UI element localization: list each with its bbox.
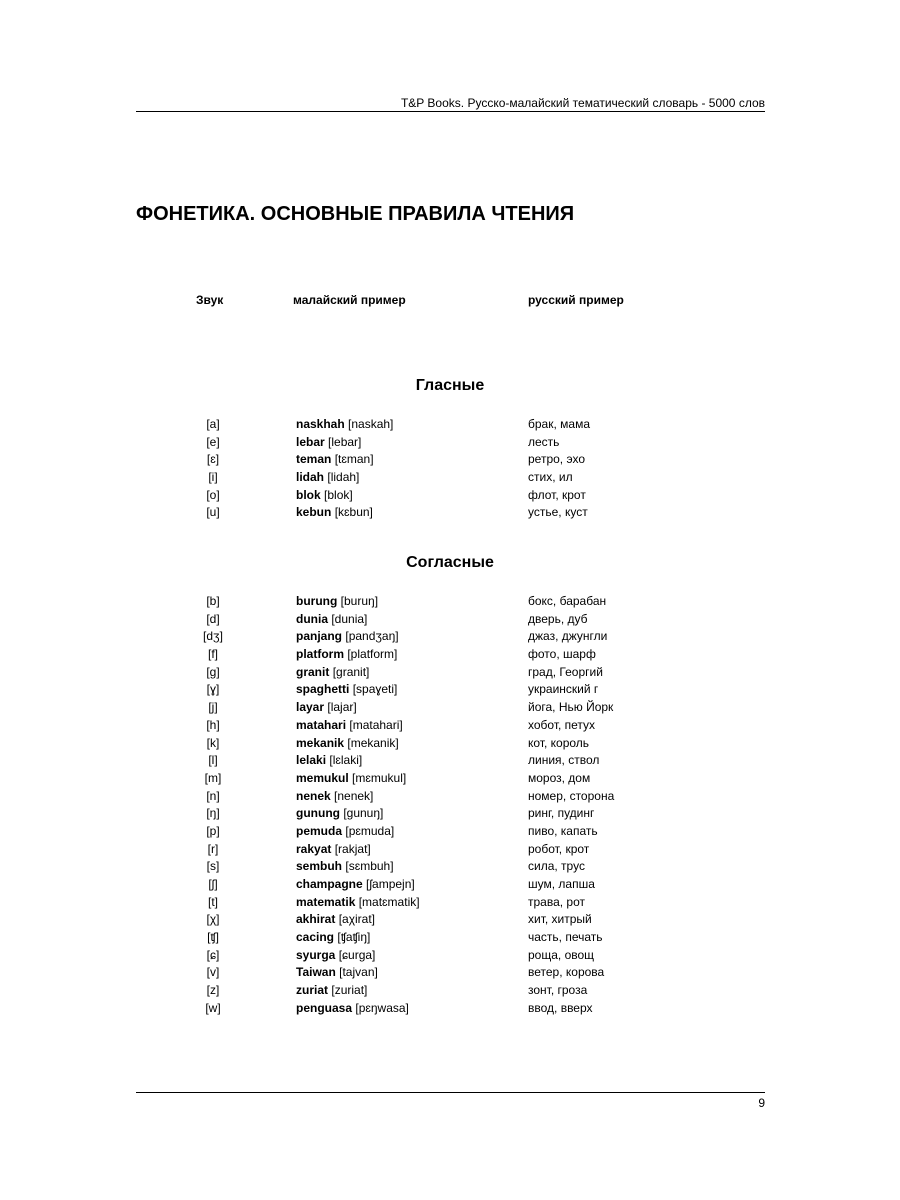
sound-symbol: [u] xyxy=(206,505,220,520)
russian-example: мороз, дом xyxy=(528,770,591,785)
sound-symbol: [χ] xyxy=(206,912,220,927)
russian-example: брак, мама xyxy=(528,417,590,431)
transcription: [ɕurga] xyxy=(338,947,376,962)
sound-symbol: [s] xyxy=(206,859,220,874)
malay-example xyxy=(296,841,371,859)
table-row xyxy=(0,717,900,735)
sound-symbol: [ʃ] xyxy=(208,877,218,891)
russian-example: часть, печать xyxy=(528,930,603,945)
transcription: [lebar] xyxy=(328,434,362,449)
page-title: ФОНЕТИКА. ОСНОВНЫЕ ПРАВИЛА ЧТЕНИЯ xyxy=(136,203,575,225)
sound-symbol: [ŋ] xyxy=(206,806,220,821)
column-header-russian: русский пример xyxy=(528,293,624,307)
malay-example xyxy=(296,699,357,717)
transcription: [ʧaʧiŋ] xyxy=(337,930,371,945)
transcription: [lajar] xyxy=(327,700,357,715)
russian-example: фото, шарф xyxy=(528,647,596,662)
sound-symbol: [v] xyxy=(206,965,220,980)
malay-example xyxy=(296,752,362,770)
transcription: [zuriat] xyxy=(331,983,368,998)
sound-symbol: [e] xyxy=(206,434,220,449)
table-row xyxy=(0,735,900,753)
transcription: [nenek] xyxy=(334,788,374,803)
transcription: [spaɣeti] xyxy=(352,682,398,697)
russian-example: ветер, корова xyxy=(528,965,605,980)
table-row xyxy=(0,416,900,434)
sound-symbol: [ɛ] xyxy=(206,452,220,467)
sound-symbol: [ʧ] xyxy=(207,930,219,945)
table-row xyxy=(0,434,900,452)
table-row xyxy=(0,823,900,841)
russian-example: сила, трус xyxy=(528,859,585,874)
malay-word: syurga xyxy=(296,947,336,962)
transcription: [pandʒaŋ] xyxy=(345,629,399,644)
sound-symbol: [h] xyxy=(206,717,220,732)
russian-example: роща, овощ xyxy=(528,947,595,962)
table-row xyxy=(0,752,900,770)
table-row xyxy=(0,876,900,894)
malay-word: platform xyxy=(296,647,344,662)
malay-example xyxy=(296,947,375,965)
russian-example: флот, крот xyxy=(528,487,586,502)
table-row xyxy=(0,469,900,487)
transcription: [pɛmuda] xyxy=(345,823,395,838)
table-row xyxy=(0,646,900,664)
column-header-example: малайский пример xyxy=(293,293,406,307)
malay-example xyxy=(296,628,399,646)
malay-word: spaghetti xyxy=(296,682,350,697)
malay-example xyxy=(296,735,399,753)
malay-word: lidah xyxy=(296,470,325,485)
table-row xyxy=(0,699,900,717)
malay-word: akhirat xyxy=(296,912,336,927)
column-header-sound: Звук xyxy=(196,293,224,307)
malay-word: Taiwan xyxy=(296,965,336,980)
transcription: [sɛmbuh] xyxy=(345,859,394,874)
sound-symbol: [a] xyxy=(206,417,220,431)
russian-example: украинский г xyxy=(528,682,599,697)
malay-word: champagne xyxy=(296,877,363,891)
russian-example: ринг, пудинг xyxy=(528,806,595,821)
malay-word: teman xyxy=(296,452,332,467)
malay-example xyxy=(296,469,359,487)
transcription: [ʃampejn] xyxy=(366,877,415,891)
malay-example xyxy=(296,823,394,841)
russian-example: джаз, джунгли xyxy=(528,629,608,644)
sound-symbol: [p] xyxy=(206,823,220,838)
transcription: [platform] xyxy=(347,647,398,662)
russian-example: шум, лапша xyxy=(528,877,595,891)
sound-symbol: [m] xyxy=(204,770,222,785)
malay-example xyxy=(296,929,370,947)
table-row xyxy=(0,841,900,859)
russian-example: трава, рот xyxy=(528,894,586,909)
sound-symbol: [f] xyxy=(207,647,218,662)
consonants-table xyxy=(0,593,900,1018)
malay-example xyxy=(296,858,394,876)
table-row xyxy=(0,611,900,629)
malay-word: lelaki xyxy=(296,753,327,768)
transcription: [buruŋ] xyxy=(340,594,379,608)
transcription: [mɛmukul] xyxy=(352,770,407,785)
russian-example: хит, хитрый xyxy=(528,912,592,927)
sound-symbol: [j] xyxy=(208,700,218,715)
table-row xyxy=(0,947,900,965)
malay-example xyxy=(296,434,361,452)
header-divider xyxy=(136,111,765,112)
sound-symbol: [t] xyxy=(207,894,218,909)
sound-symbol: [k] xyxy=(206,735,220,750)
table-row xyxy=(0,788,900,806)
russian-example: лесть xyxy=(528,434,560,449)
malay-example xyxy=(296,451,374,469)
transcription: [kɛbun] xyxy=(334,505,373,520)
malay-example xyxy=(296,717,403,735)
russian-example: кот, король xyxy=(528,735,590,750)
transcription: [blok] xyxy=(324,487,353,502)
transcription: [mekanik] xyxy=(347,735,399,750)
table-row xyxy=(0,894,900,912)
table-row xyxy=(0,593,900,611)
transcription: [matahari] xyxy=(349,717,403,732)
vowels-heading: Гласные xyxy=(415,377,485,394)
transcription: [gunuŋ] xyxy=(343,806,384,821)
transcription: [lɛlaki] xyxy=(329,753,363,768)
russian-example: зонт, гроза xyxy=(528,983,588,998)
malay-word: dunia xyxy=(296,611,328,626)
vowels-table xyxy=(0,416,900,522)
sound-symbol: [z] xyxy=(206,983,220,998)
table-row xyxy=(0,858,900,876)
malay-example xyxy=(296,504,373,522)
table-row xyxy=(0,1000,900,1018)
malay-example xyxy=(296,681,397,699)
consonants-heading: Согласные xyxy=(406,554,494,571)
malay-example xyxy=(296,788,373,806)
transcription: [matɛmatik] xyxy=(358,894,420,909)
table-row xyxy=(0,911,900,929)
table-row xyxy=(0,964,900,982)
malay-example xyxy=(296,911,375,929)
sound-symbol: [i] xyxy=(208,470,218,485)
malay-example xyxy=(296,894,420,912)
malay-word: panjang xyxy=(296,629,343,644)
transcription: [tajvan] xyxy=(339,965,378,980)
transcription: [dunia] xyxy=(331,611,368,626)
transcription: [aχirat] xyxy=(338,912,376,927)
russian-example: линия, ствол xyxy=(528,753,600,768)
malay-word: layar xyxy=(296,700,325,715)
malay-word: burung xyxy=(296,594,338,608)
table-row xyxy=(0,929,900,947)
sound-symbol: [g] xyxy=(206,664,220,679)
russian-example: стих, ил xyxy=(528,470,573,485)
sound-symbol: [r] xyxy=(207,841,219,856)
malay-word: cacing xyxy=(296,930,335,945)
malay-word: kebun xyxy=(296,505,332,520)
russian-example: бокс, барабан xyxy=(528,594,607,608)
malay-example xyxy=(296,487,353,505)
malay-word: matahari xyxy=(296,717,347,732)
sound-symbol: [b] xyxy=(206,594,220,608)
sound-symbol: [dʒ] xyxy=(203,629,223,644)
transcription: [naskah] xyxy=(348,417,394,431)
malay-word: pemuda xyxy=(296,823,343,838)
page-number: 9 xyxy=(758,1096,765,1110)
russian-example: номер, сторона xyxy=(528,788,615,803)
malay-word: penguasa xyxy=(296,1000,353,1015)
sound-symbol: [ɕ] xyxy=(206,947,220,962)
malay-word: gunung xyxy=(296,806,340,821)
malay-word: rakyat xyxy=(296,841,332,856)
russian-example: ввод, вверх xyxy=(528,1000,593,1015)
malay-example xyxy=(296,982,367,1000)
malay-word: memukul xyxy=(296,770,349,785)
malay-word: mekanik xyxy=(296,735,345,750)
sound-symbol: [l] xyxy=(208,753,218,768)
running-header: T&P Books. Русско-малайский тематический словарь - 5000 слов xyxy=(400,96,765,110)
table-row xyxy=(0,982,900,1000)
malay-example xyxy=(296,964,378,982)
sound-symbol: [ɣ] xyxy=(206,682,220,697)
transcription: [pɛŋwasa] xyxy=(355,1000,409,1015)
russian-example: йога, Нью Йорк xyxy=(528,700,614,715)
malay-example xyxy=(296,770,406,788)
transcription: [tɛman] xyxy=(334,452,374,467)
table-row xyxy=(0,770,900,788)
malay-example xyxy=(296,876,415,894)
transcription: [granit] xyxy=(332,664,370,679)
malay-example xyxy=(296,646,397,664)
malay-word: granit xyxy=(296,664,330,679)
sound-symbol: [d] xyxy=(206,611,220,626)
table-row xyxy=(0,451,900,469)
russian-example: робот, крот xyxy=(528,841,590,856)
malay-example xyxy=(296,664,369,682)
malay-example xyxy=(296,611,367,629)
malay-example xyxy=(296,805,383,823)
malay-word: matematik xyxy=(296,894,356,909)
sound-symbol: [n] xyxy=(206,788,220,803)
transcription: [rakjat] xyxy=(334,841,371,856)
sound-symbol: [o] xyxy=(206,487,220,502)
russian-example: устье, куст xyxy=(528,505,588,520)
footer-divider xyxy=(136,1092,765,1093)
table-row xyxy=(0,628,900,646)
malay-word: sembuh xyxy=(296,859,343,874)
table-row xyxy=(0,664,900,682)
malay-example xyxy=(296,1000,409,1018)
russian-example: пиво, капать xyxy=(528,823,598,838)
table-row xyxy=(0,805,900,823)
russian-example: ретро, эхо xyxy=(528,452,585,467)
malay-word: blok xyxy=(296,487,321,502)
russian-example: дверь, дуб xyxy=(528,611,588,626)
table-row xyxy=(0,681,900,699)
russian-example: град, Георгий xyxy=(528,664,603,679)
malay-example xyxy=(296,593,378,611)
malay-word: nenek xyxy=(296,788,331,803)
table-row xyxy=(0,504,900,522)
russian-example: хобот, петух xyxy=(528,717,596,732)
malay-word: lebar xyxy=(296,434,325,449)
malay-word: zuriat xyxy=(296,983,329,998)
transcription: [lidah] xyxy=(327,470,360,485)
sound-symbol: [w] xyxy=(205,1000,221,1015)
malay-word: naskhah xyxy=(296,417,345,431)
malay-example xyxy=(296,416,393,434)
table-row xyxy=(0,487,900,505)
